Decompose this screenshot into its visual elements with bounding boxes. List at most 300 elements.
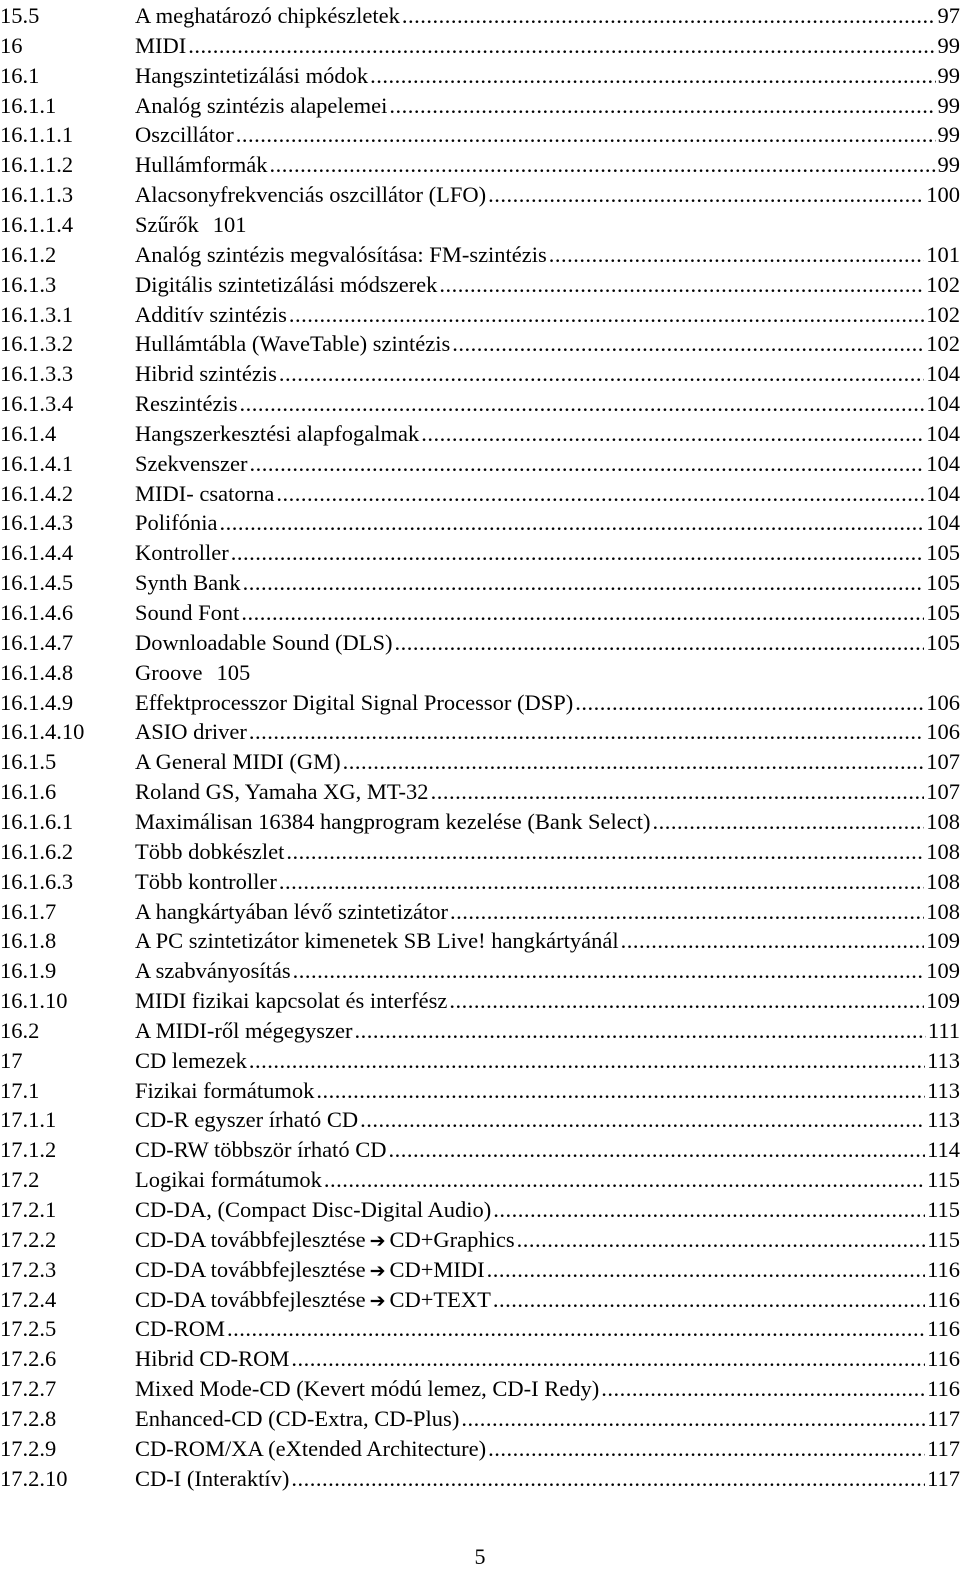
dot-leader [360,1105,925,1135]
toc-entry-page: 116 [927,1285,960,1315]
toc-entry-title [135,1285,491,1316]
toc-entry[interactable] [0,1,960,31]
toc-entry-number: 16.2 [0,1016,39,1046]
toc-entry-title [135,867,277,897]
toc-entry[interactable] [0,180,960,210]
toc-entry-title-text: Kontroller [135,540,229,565]
toc-entry-title-text: CD-DA továbbfejlesztése [135,1287,366,1312]
toc-entry-number: 17.2.4 [0,1285,56,1315]
toc-entry-page: 104 [926,359,960,389]
toc-entry[interactable] [0,359,960,389]
toc-entry[interactable] [0,1255,960,1285]
toc-entry-title [135,986,447,1016]
dot-leader [343,747,925,777]
toc-entry-title-text: A MIDI-ről mégegyszer [135,1018,352,1043]
toc-entry-number: 16.1.3.2 [0,329,73,359]
toc-entry-title-text: MIDI fizikai kapcsolat és interfész [135,988,447,1013]
right-arrow-icon: ➔ [366,1260,390,1282]
toc-entry-title-text: MIDI- csatorna [135,481,274,506]
toc-entry-title-text: Groove [135,660,202,685]
dot-leader [241,598,924,628]
toc-entry[interactable] [0,449,960,479]
toc-entry-page: 116 [927,1255,960,1285]
toc-entry-title-text: Effektprocesszor Digital Signal Processor (DSP) [135,690,573,715]
toc-entry-title-text: MIDI [135,33,186,58]
toc-entry-page: 106 [926,688,960,718]
toc-entry-title-text: Synth Bank [135,570,241,595]
toc-entry[interactable] [0,628,960,658]
right-arrow-icon: ➔ [366,1230,390,1252]
toc-entry-title-text: CD lemezek [135,1048,247,1073]
toc-entry-title-text: A meghatározó chipkészletek [135,3,400,28]
dot-leader [354,1016,925,1046]
toc-entry-title-suffix: CD+TEXT [389,1287,490,1312]
toc-entry[interactable] [0,270,960,300]
toc-entry-number: 16 [0,31,23,61]
toc-entry-number: 16.1.4.1 [0,449,73,479]
toc-entry-page: 104 [926,479,960,509]
toc-entry-page: 108 [926,867,960,897]
toc-entry-title-text: CD-R egyszer írható CD [135,1107,358,1132]
toc-entry[interactable] [0,1464,960,1494]
toc-entry[interactable] [0,150,960,180]
dot-leader [236,120,936,150]
toc-entry[interactable] [0,1314,960,1344]
toc-entry-title [135,956,291,986]
toc-entry-number: 16.1 [0,61,39,91]
dot-leader [249,1046,925,1076]
toc-entry-page: 104 [926,419,960,449]
dot-leader [488,1434,925,1464]
toc-entry-title-text: Roland GS, Yamaha XG, MT-32 [135,779,429,804]
toc-entry-title [135,837,284,867]
toc-entry-number: 17.2 [0,1165,39,1195]
toc-entry[interactable] [0,1135,960,1165]
toc-entry-title [135,1374,599,1404]
toc-entry-number: 17.1.2 [0,1135,56,1165]
toc-entry-page: 116 [927,1314,960,1344]
toc-entry-title-text: Fizikai formátumok [135,1078,314,1103]
dot-leader [227,1314,925,1344]
toc-entry-page: 100 [926,180,960,210]
toc-entry[interactable] [0,91,960,121]
toc-entry-page: 113 [927,1076,960,1106]
toc-entry-title [135,1046,247,1076]
toc-entry-page: 97 [938,1,960,31]
toc-entry-number: 16.1.1.2 [0,150,73,180]
toc-entry-page: 113 [927,1046,960,1076]
dot-leader [243,568,925,598]
toc-entry-title-text: Sound Font [135,600,239,625]
toc-entry[interactable] [0,1374,960,1404]
toc-entry-title-text: A hangkártyában lévő szintetizátor [135,899,448,924]
toc-entry-number: 17.2.8 [0,1404,56,1434]
toc-entry-page: 107 [926,747,960,777]
toc-entry[interactable] [0,1285,960,1315]
toc-entry-title-text: Hullámtábla (WaveTable) szintézis [135,331,450,356]
toc-entry-title-text: CD-ROM/XA (eXtended Architecture) [135,1436,486,1461]
toc-entry-title [135,120,234,150]
dot-leader [575,688,924,718]
toc-entry[interactable] [0,867,960,897]
dot-leader [324,1165,925,1195]
toc-entry[interactable] [0,508,960,538]
toc-entry-page: 111 [928,1016,960,1046]
toc-entry-title [135,926,619,956]
toc-entry-title [135,389,237,419]
toc-entry-title-text: Digitális szintetizálási módszerek [135,272,437,297]
toc-entry-number: 16.1.6.1 [0,807,73,837]
toc-entry-number: 16.1.9 [0,956,56,986]
toc-entry-title [135,658,250,688]
toc-entry[interactable] [0,1076,960,1106]
toc-entry-page: 102 [926,270,960,300]
toc-entry-page: 108 [926,897,960,927]
dot-leader [291,1344,925,1374]
toc-entry-page: 105 [926,538,960,568]
toc-entry-number: 17.2.2 [0,1225,56,1255]
toc-entry-title [135,240,547,270]
dot-leader [450,897,924,927]
toc-entry-title [135,180,486,210]
toc-entry[interactable] [0,897,960,927]
toc-entry-number: 16.1.4.2 [0,479,73,509]
toc-entry-page: 115 [927,1165,960,1195]
toc-entry-title-text: CD-DA, (Compact Disc-Digital Audio) [135,1197,491,1222]
toc-entry-page: 106 [926,717,960,747]
toc-entry-page: 116 [927,1344,960,1374]
toc-entry-title-text: Szűrők [135,212,199,237]
toc-entry-number: 16.1.1 [0,91,56,121]
toc-entry-page: 109 [926,926,960,956]
toc-entry[interactable] [0,419,960,449]
toc-entry-title-text: Maximálisan 16384 hangprogram kezelése (Bank Select) [135,809,650,834]
toc-entry-title [135,210,247,240]
toc-entry-page: 101 [213,212,247,237]
toc-entry-page: 117 [927,1404,960,1434]
toc-entry-title-text: Alacsonyfrekvenciás oszcillátor (LFO) [135,182,486,207]
toc-entry-page: 102 [926,329,960,359]
toc-entry-title-text: CD-I (Interaktív) [135,1466,289,1491]
toc-entry[interactable] [0,956,960,986]
toc-entry-title [135,449,247,479]
toc-entry-title-text: Hangszerkesztési alapfogalmak [135,421,419,446]
toc-entry[interactable] [0,1046,960,1076]
toc-entry[interactable] [0,1016,960,1046]
toc-entry-number: 17.2.1 [0,1195,56,1225]
dot-leader [286,837,924,867]
toc-entry-page: 105 [926,598,960,628]
toc-entry-title-text: Logikai formátumok [135,1167,322,1192]
dot-leader [293,956,925,986]
toc-entry-number: 16.1.4.10 [0,717,84,747]
toc-entry-number: 17.1.1 [0,1105,56,1135]
toc-entry-number: 16.1.4.5 [0,568,73,598]
toc-entry-title-text: Több kontroller [135,869,277,894]
dot-leader [394,628,924,658]
toc-entry-title [135,31,186,61]
toc-entry-title [135,897,448,927]
toc-entry-number: 16.1.4.7 [0,628,73,658]
dot-leader [487,1255,925,1285]
toc-entry-title-text: ASIO driver [135,719,247,744]
dot-leader [249,717,924,747]
toc-entry-title-text: Mixed Mode-CD (Kevert módú lemez, CD-I Redy) [135,1376,599,1401]
toc-entry-title-text: A szabványosítás [135,958,291,983]
toc-entry-page: 99 [938,31,960,61]
toc-entry-number: 16.1.4.8 [0,658,73,688]
dot-leader [449,986,924,1016]
toc-entry-title-text: A PC szintetizátor kimenetek SB Live! hangkártyánál [135,928,619,953]
dot-leader [231,538,925,568]
toc-entry-title-text: Hullámformák [135,152,267,177]
dot-leader [188,31,935,61]
toc-entry-title [135,1404,459,1434]
toc-entry[interactable] [0,538,960,568]
dot-leader [279,867,924,897]
toc-entry-page: 99 [938,120,960,150]
toc-entry-number: 17.2.6 [0,1344,56,1374]
toc-entry[interactable] [0,568,960,598]
toc-entry-title-text: Hangszintetizálási módok [135,63,368,88]
toc-entry-number: 17.2.7 [0,1374,56,1404]
toc-entry-title [135,1464,289,1494]
dot-leader [549,240,924,270]
toc-entry[interactable] [0,120,960,150]
toc-entry-number: 16.1.4.6 [0,598,73,628]
toc-entry-title [135,688,573,718]
toc-entry-page: 109 [926,956,960,986]
dot-leader [289,300,924,330]
toc-entry-number: 16.1.3.4 [0,389,73,419]
toc-entry-number: 15.5 [0,1,39,31]
toc-entry-title [135,1344,289,1374]
toc-entry-number: 16.1.5 [0,747,56,777]
toc-entry-title [135,61,368,91]
toc-entry[interactable] [0,1195,960,1225]
toc-entry-title-text: Oszcillátor [135,122,234,147]
toc-entry[interactable] [0,329,960,359]
dot-leader [517,1225,925,1255]
toc-entry-page: 101 [926,240,960,270]
toc-entry-number: 16.1.4.4 [0,538,73,568]
toc-entry-title [135,717,247,747]
toc-entry-title [135,1434,486,1464]
toc-entry-page: 105 [216,660,250,685]
toc-entry-title-text: Analóg szintézis alapelemei [135,93,387,118]
toc-entry-title [135,538,229,568]
dot-leader [388,1135,925,1165]
toc-entry-title-text: Enhanced-CD (CD-Extra, CD-Plus) [135,1406,459,1431]
toc-entry-number: 16.1.4 [0,419,56,449]
toc-entry-number: 17.2.3 [0,1255,56,1285]
toc-entry-title [135,91,387,121]
toc-entry-title-suffix: CD+MIDI [389,1257,484,1282]
toc-entry-title [135,419,419,449]
toc-entry-title-text: Downloadable Sound (DLS) [135,630,392,655]
toc-entry-number: 17.2.9 [0,1434,56,1464]
toc-entry-page: 107 [926,777,960,807]
toc-entry[interactable] [0,1105,960,1135]
toc-entry-number: 16.1.1.4 [0,210,73,240]
toc-entry-title [135,1105,358,1135]
toc-entry-title [135,1165,322,1195]
toc-entry[interactable] [0,1344,960,1374]
toc-entry-title-text: Több dobkészlet [135,839,284,864]
dot-leader [249,449,924,479]
toc-entry-page: 104 [926,508,960,538]
toc-entry[interactable] [0,1404,960,1434]
toc-entry-title [135,270,437,300]
toc-entry[interactable] [0,837,960,867]
dot-leader [452,329,924,359]
toc-entry[interactable] [0,717,960,747]
dot-leader [488,180,924,210]
toc-entry-number: 17.2.10 [0,1464,68,1494]
dot-leader [421,419,924,449]
toc-entry-title [135,1314,225,1344]
toc-entry[interactable] [0,61,960,91]
dot-leader [461,1404,925,1434]
toc-entry-title [135,1255,485,1286]
dot-leader [220,508,925,538]
dot-leader [291,1464,925,1494]
dot-leader [269,150,935,180]
toc-entry[interactable] [0,598,960,628]
toc-entry[interactable] [0,31,960,61]
toc-entry-title [135,479,274,509]
toc-entry-page: 114 [927,1135,960,1165]
toc-entry-title-text: CD-ROM [135,1316,225,1341]
toc-entry-title-suffix: CD+Graphics [389,1227,514,1252]
toc-entry-number: 16.1.3 [0,270,56,300]
toc-entry-number: 16.1.1.3 [0,180,73,210]
toc-entry-title-text: Additív szintézis [135,302,287,327]
toc-entry[interactable] [0,389,960,419]
toc-entry[interactable] [0,926,960,956]
toc-entry-title [135,1016,352,1046]
toc-entry[interactable] [0,1165,960,1195]
toc-entry-title-text: CD-RW többször írható CD [135,1137,386,1162]
toc-entry-title-text: Analóg szintézis megvalósítása: FM-szintézis [135,242,547,267]
toc-entry-number: 16.1.8 [0,926,56,956]
dot-leader [601,1374,925,1404]
toc-entry-page: 104 [926,389,960,419]
dot-leader [316,1076,925,1106]
toc-entry-page: 116 [927,1374,960,1404]
toc-entry[interactable] [0,479,960,509]
toc-entry[interactable] [0,688,960,718]
toc-entry-number: 16.1.3.1 [0,300,73,330]
toc-entry-number: 17.1 [0,1076,39,1106]
dot-leader [493,1285,925,1315]
toc-entry[interactable] [0,300,960,330]
dot-leader [370,61,935,91]
toc-entry[interactable] [0,986,960,1016]
dot-leader [621,926,925,956]
toc-entry-number: 16.1.10 [0,986,68,1016]
toc-entry-page: 104 [926,449,960,479]
toc-entry[interactable] [0,1434,960,1464]
toc-entry-number: 16.1.2 [0,240,56,270]
toc-entry-title [135,359,277,389]
toc-entry-page: 99 [938,61,960,91]
page-number: 5 [0,1542,960,1572]
dot-leader [389,91,935,121]
toc-entry-title-text: Szekvenszer [135,451,247,476]
dot-leader [239,389,924,419]
toc-entry-number: 17 [0,1046,23,1076]
dot-leader [279,359,924,389]
toc-entry-page: 115 [927,1225,960,1255]
toc-entry-title [135,568,241,598]
toc-entry-title [135,1135,386,1165]
toc-entry[interactable] [0,658,960,688]
toc-entry[interactable] [0,777,960,807]
toc-entry-page: 105 [926,628,960,658]
toc-entry-title [135,329,450,359]
toc-entry-title-text: CD-DA továbbfejlesztése [135,1227,366,1252]
toc-entry-page: 115 [927,1195,960,1225]
dot-leader [652,807,924,837]
toc-entry-title [135,1076,314,1106]
toc-entry-title [135,747,341,777]
toc-entry-title [135,807,650,837]
toc-entry-page: 99 [938,91,960,121]
toc-entry-number: 16.1.7 [0,897,56,927]
toc-entry-number: 16.1.6.3 [0,867,73,897]
dot-leader [439,270,924,300]
toc-entry-title [135,300,287,330]
toc-entry[interactable] [0,747,960,777]
toc-entry-number: 16.1.4.9 [0,688,73,718]
toc-entry-page: 108 [926,807,960,837]
dot-leader [276,479,924,509]
toc-entry-page: 102 [926,300,960,330]
toc-entry[interactable] [0,210,960,240]
toc-entry-title-text: Hibrid CD-ROM [135,1346,289,1371]
toc-entry-title [135,777,429,807]
toc-entry[interactable] [0,807,960,837]
toc-entry-title [135,150,267,180]
toc-entry-title [135,1225,515,1256]
toc-entry-page: 109 [926,986,960,1016]
toc-entry-number: 16.1.6.2 [0,837,73,867]
toc-entry-title-text: Reszintézis [135,391,237,416]
right-arrow-icon: ➔ [366,1290,390,1312]
toc-entry-title [135,598,239,628]
toc-entry-title [135,1,400,31]
toc-entry[interactable] [0,1225,960,1255]
toc-entry-title-text: A General MIDI (GM) [135,749,341,774]
toc-entry-title [135,1195,491,1225]
toc-entry-number: 16.1.6 [0,777,56,807]
dot-leader [493,1195,925,1225]
toc-entry[interactable] [0,240,960,270]
toc-entry-number: 16.1.1.1 [0,120,73,150]
toc-entry-page: 117 [927,1434,960,1464]
dot-leader [431,777,925,807]
toc-entry-title-text: Hibrid szintézis [135,361,277,386]
toc-entry-number: 16.1.4.3 [0,508,73,538]
toc-entry-page: 113 [927,1105,960,1135]
toc-entry-page: 99 [938,150,960,180]
toc-entry-page: 105 [926,568,960,598]
toc-entry-title [135,508,218,538]
toc-entry-page: 108 [926,837,960,867]
toc-entry-page: 117 [927,1464,960,1494]
toc-entry-title [135,628,392,658]
